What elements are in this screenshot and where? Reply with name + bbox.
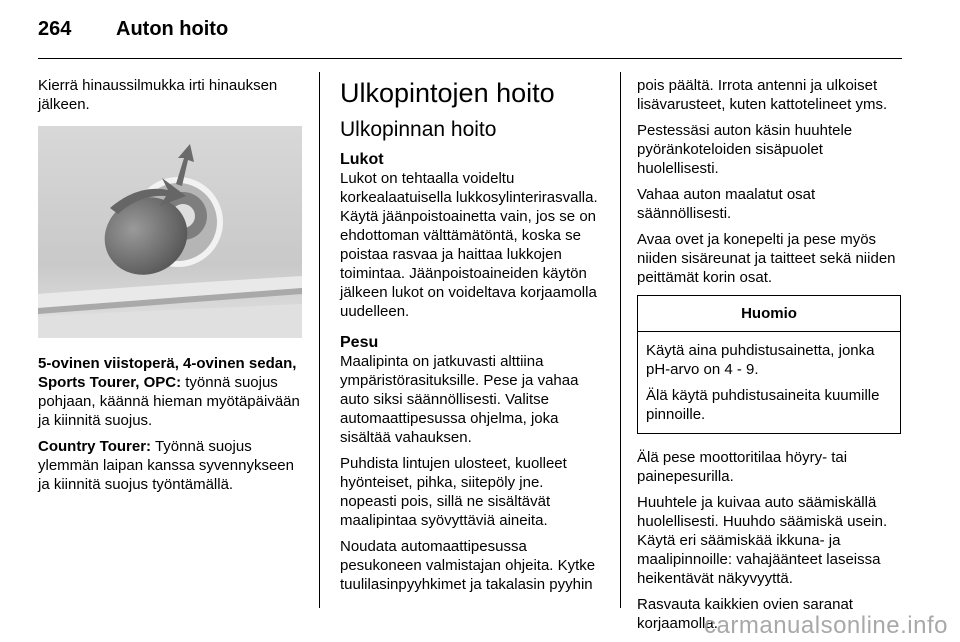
section-title: Auton hoito <box>116 18 229 40</box>
wash-paragraph-2: Puhdista lintujen ulosteet, kuolleet hyönteiset, pihka, siitepöly jne. nopeasti pois, sillä ne sisältävät maalipintaa syövyttäviä aineita. <box>340 455 567 529</box>
right-paragraph-1: pois päältä. Irrota antenni ja ulkoiset lisävarusteet, kuten kattotelineet yms. <box>637 77 888 113</box>
right-paragraph-6: Huuhtele ja kuivaa auto säämiskällä huolellisesti. Huuhdo säämiskä usein. Käytä eri säämiskää ikkuna- ja maalipinnoille: vahajäänteet laseissa heikentävät näkyvyyttä. <box>637 494 888 587</box>
right-paragraph-3: Vahaa auton maalatut osat säännöllisesti. <box>637 186 816 222</box>
right-paragraph-4: Avaa ovet ja konepelti ja pese myös niiden sisäreunat ja taitteet sekä niiden peittämät korin osat. <box>637 231 896 286</box>
column-left <box>38 76 302 501</box>
notice-box <box>637 295 901 434</box>
intro-paragraph: Kierrä hinaussilmukka irti hinauksen jälkeen. <box>38 77 278 113</box>
page-header <box>38 18 228 48</box>
column-divider-2 <box>620 72 621 608</box>
hatchback-instruction: 5-ovinen viistoperä, 4-ovinen sedan, Sports Tourer, OPC: työnnä suojus pohjaan, käännä hieman myötäpäivään ja kiinnitä suojus. <box>38 355 300 429</box>
wash-paragraph-1: Maalipinta on jatkuvasti alttiina ympäristörasituksille. Pese ja vahaa auto siksi säännöllisesti. Valitse automaattipesussa ohjelma, joka sisältää vahauksen. <box>340 353 579 446</box>
right-paragraph-2: Pestessäsi auton käsin huuhtele pyöränkoteloiden sisäpuolet huolellisesti. <box>637 122 853 177</box>
country-tourer-instruction: Country Tourer: Työnnä suojus ylemmän laipan kanssa syvennykseen ja kiinnitä suojus työntämällä. <box>38 438 294 493</box>
page-number: 264 <box>38 18 72 40</box>
column-right <box>637 76 901 640</box>
tow-eye-cover-illustration <box>38 126 302 338</box>
wash-paragraph-3: Noudata automaattipesussa pesukoneen valmistajan ohjeita. Kytke tuulilasinpyyhkimet ja takalasin pyyhin <box>340 538 596 593</box>
notice-paragraph-2: Älä käytä puhdistusaineita kuumille pinnoille. <box>646 387 880 423</box>
locks-paragraph: Lukot on tehtaalla voideltu korkealaatuisella lukkosylinterirasvalla. Käytä jäänpoistoainetta vain, jos se on ehdottoman välttämätöntä, koska se poistaa rasvaa ja haittaa lukkojen toimintaa. Jäänpoistoaineiden käytön jälkeen lukot on voideltava korjaamolla uudelleen. <box>340 170 598 320</box>
chapter-heading: Ulkopintojen hoito <box>340 78 555 108</box>
column-middle <box>340 78 604 601</box>
notice-title: Huomio <box>638 296 900 332</box>
column-divider-1 <box>319 72 320 608</box>
section-heading: Ulkopinnan hoito <box>340 118 497 141</box>
notice-paragraph-1: Käytä aina puhdistusainetta, jonka pH-arvo on 4 - 9. <box>646 342 875 378</box>
watermark: carmanualsonline.info <box>704 612 948 639</box>
notice-body <box>638 332 900 433</box>
header-rule <box>38 58 902 59</box>
locks-heading: Lukot <box>340 151 384 168</box>
right-paragraph-7: Rasvauta kaikkien ovien saranat korjaamolla. <box>637 596 853 632</box>
wash-heading: Pesu <box>340 334 379 351</box>
right-paragraph-5: Älä pese moottoritilaa höyry- tai painepesurilla. <box>637 449 848 485</box>
